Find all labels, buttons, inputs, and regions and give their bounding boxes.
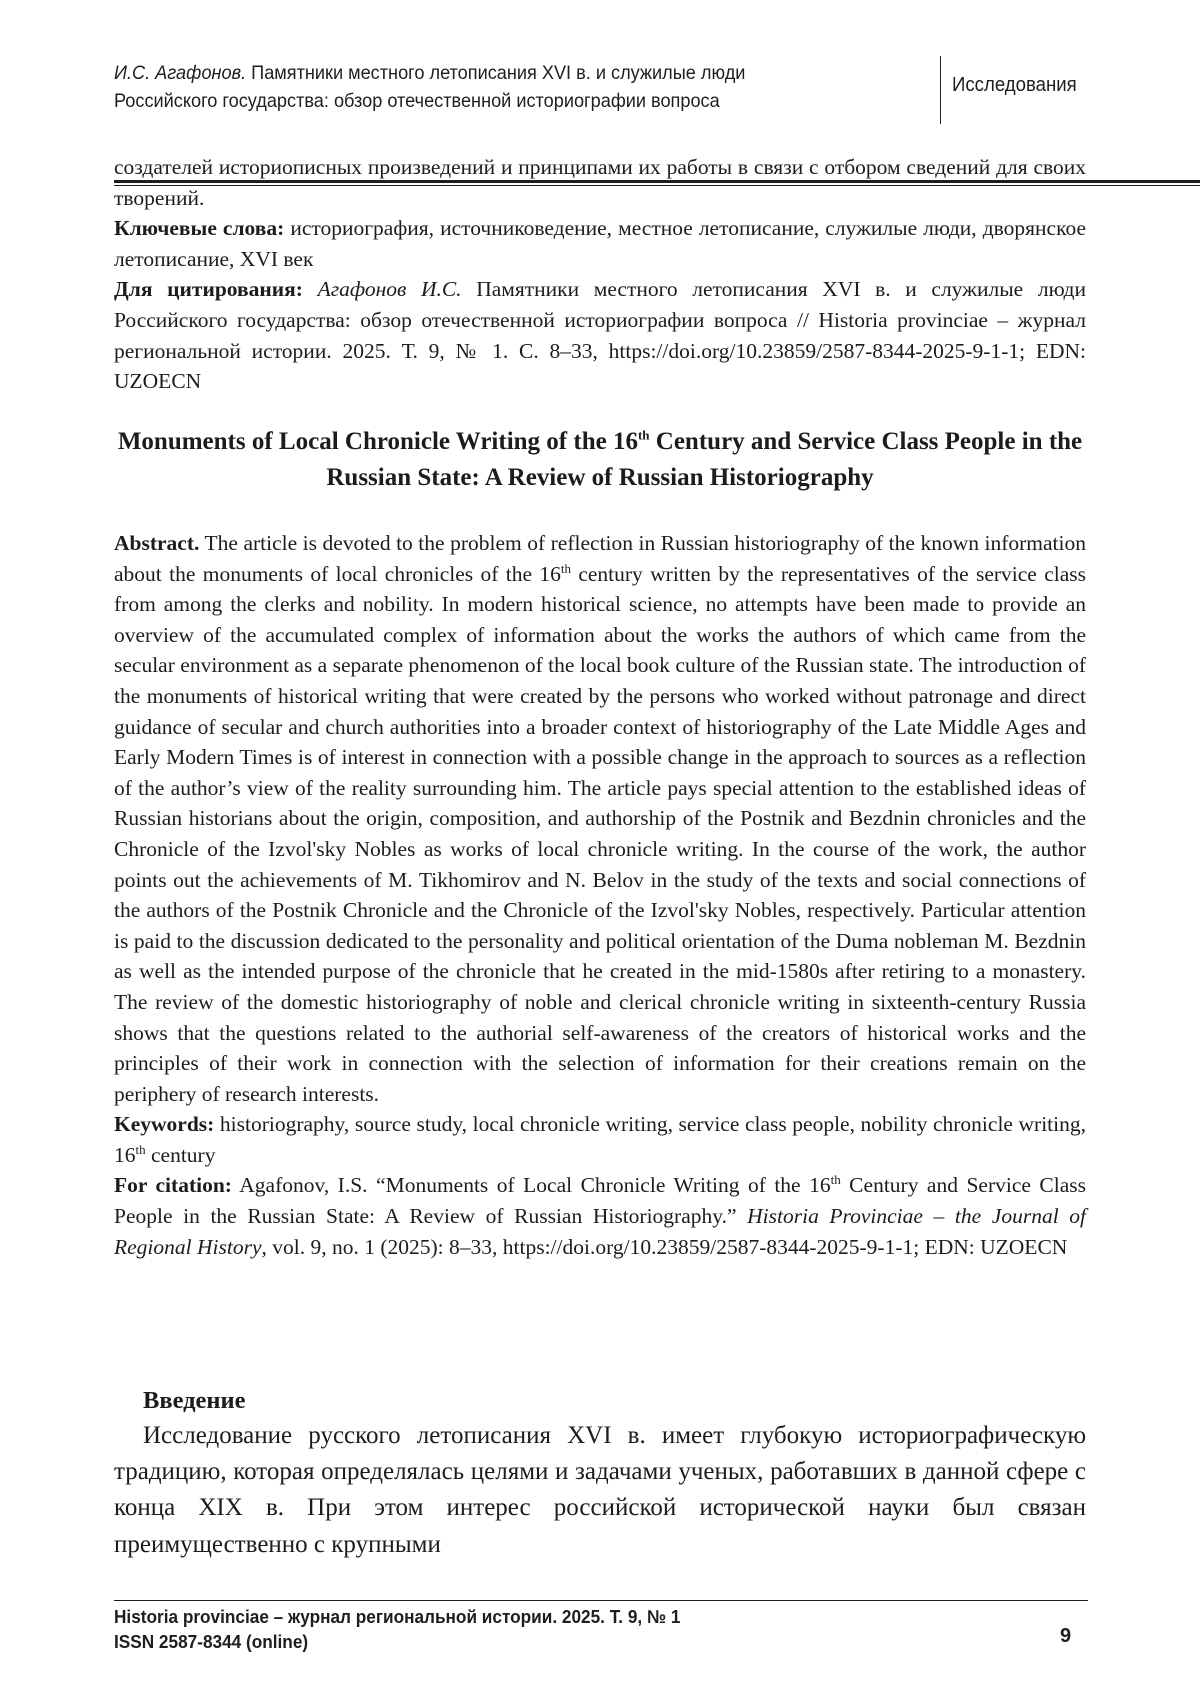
en-front-matter [114,528,1086,1262]
ru-front-matter [114,152,1086,397]
intro-body [114,1418,1086,1563]
abstract-text1: The article is devoted to the problem of reflection in Russian historiography of the known information about the monuments of local chronicles of the 16 [114,531,1086,586]
header-section: Исследования [952,74,1077,96]
en-keywords [114,1109,1086,1170]
footer-journal: Historia provinciae – журнал региональной истории. 2025. Т. 9, № 1 [114,1606,681,1627]
page-footer [114,1604,1088,1654]
running-header [114,56,1089,126]
intro-heading: Введение [143,1387,246,1414]
ru-citation-author: Агафонов И.С. [317,277,462,302]
article-title-en [114,424,1086,496]
footer-issn: ISSN 2587-8344 (online) [114,1631,309,1652]
header-divider [940,56,941,124]
en-keywords-text: historiography, source study, local chronicle writing, service class people, nobility chronicle writing, 16 [114,1112,1086,1167]
en-citation-text2: Century and Service Class People in the Russian State: A Review of Russian Historiography.” [114,1173,1086,1229]
en-citation-text3: , vol. 9, no. 1 (2025): 8–33, https://doi.org/10.23859/2587-8344-2025-9-1-1; EDN: UZOECN [261,1234,1068,1259]
title-part2: Century and Service Class People in the Russian State: A Review of Russian Historiography [326,428,1083,491]
en-citation-sup: th [830,1172,841,1188]
ru-citation-label: Для цитирования: [114,277,303,302]
abstract-sup: th [560,560,571,576]
header-article-info [114,59,877,115]
ru-keywords-label: Ключевые слова: [114,216,285,241]
ru-citation [114,274,1086,396]
page-number: 9 [1060,1625,1072,1647]
en-abstract [114,528,1086,1109]
footer-rule [114,1600,1088,1601]
header-author: И.С. Агафонов. [114,62,247,84]
en-keywords-sup: th [135,1141,146,1157]
abstract-label: Abstract. [114,531,200,555]
intro-paragraph: Исследование русского летописания XVI в. имеет глубокую историографическую традицию, которая определялась целями и задачами ученых, работавших в данной сфере с конца XIX в. При этом интерес российской исторической науки был связан преимущественно с крупными [114,1422,1086,1558]
en-citation-text1: Agafonov, I.S. “Monuments of Local Chronicle Writing of the 16 [239,1173,831,1198]
title-sup: th [637,427,650,443]
header-title-line2: Российского государства: обзор отечественной историографии вопроса [114,90,720,112]
ru-abstract-continuation: создателей историописных произведений и принципами их работы в связи с отбором сведений для своих творений. [114,155,1086,210]
title-part1: Monuments of Local Chronicle Writing of the 16 [117,428,638,455]
en-citation-journal: Historia Provinciae – the Journal of Regional History [114,1204,1086,1259]
en-citation [114,1170,1086,1262]
en-citation-label: For citation: [114,1173,232,1198]
ru-keywords-text: историография, источниковедение, местное летописание, служилые люди, дворянское летописание, XVI век [114,216,1086,271]
en-keywords-tail: century [145,1142,216,1167]
abstract-text2: century written by the representatives of the service class from among the clerks and nobility. In modern historical science, no attempts have been made to provide an overview of the accumulated complex of information about the works the authors of which came from the secular environment as a separate phenomenon of the local book culture of the Russian state. The introduction of the monuments of historical writing that were created by the persons who worked without patronage and direct guidance of secular and church authorities into a broader context of historiography of the Late Middle Ages and Early Modern Times is of interest in connection with a possible change in the approach to sources as a reflection of the author’s view of the reality surrounding him. The article pays special attention to the established ideas of Russian historians about the origin, composition, and authorship of the Postnik and Bezdnin chronicles and the Chronicle of the Izvol'sky Nobles as works of local chronicle writing. In the course of the work, the author points out the achievements of M. Tikhomirov and N. Belov in the study of the texts and social connections of the authors of the Postnik Chronicle and the Chronicle of the Izvol'sky Nobles, respectively. Particular attention is paid to the discussion dedicated to the personality and political orientation of the Duma nobleman M. Bezdnin as well as the intended purpose of the chronicle that he created in the mid-1580s after retiring to a monastery. The review of the domestic historiography of noble and clerical chronicle writing in sixteenth-century Russia shows that the questions related to the authorial self-awareness of the creators of historical works and the principles of their work in connection with the selection of information for their creations remain on the periphery of research interests. [114,561,1086,1106]
ru-keywords [114,213,1086,274]
en-keywords-label: Keywords: [114,1112,215,1137]
ru-citation-text: Памятники местного летописания XVI в. и служилые люди Российского государства: обзор отечественной историографии вопроса // Historia provinciae – журнал региональной истории. 2025. Т. 9, № 1. С. 8–33, https://doi.org/10.23859/2587-8344-2025-9-1-1; EDN: UZOECN [114,277,1086,394]
header-title-line1: Памятники местного летописания XVI в. и служилые люди [251,62,746,84]
